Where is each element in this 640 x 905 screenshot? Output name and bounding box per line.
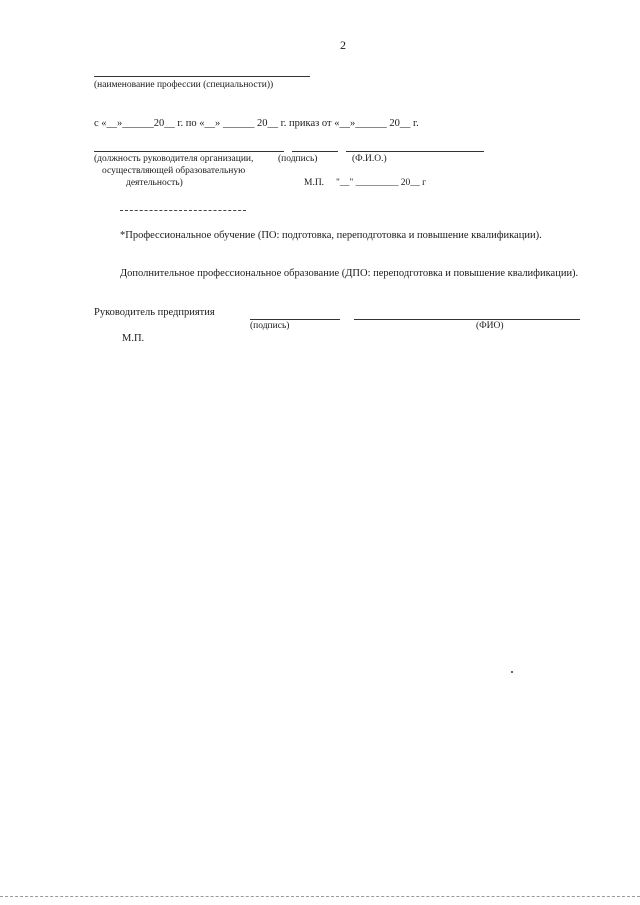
footnote-separator — [120, 210, 246, 211]
director-fio-caption: (ФИО) — [476, 321, 504, 331]
signature-date: "__" _________ 20__ г — [336, 178, 427, 188]
footnote-additional-education: Дополнительное профессиональное образование (ДПО: переподготовка и повышение квалификации). — [120, 268, 579, 279]
position-caption-line2: осуществляющей образовательную — [102, 166, 246, 176]
director-signature-caption: (подпись) — [250, 321, 290, 331]
director-fio-line — [354, 319, 580, 320]
director-stamp: М.П. — [122, 333, 145, 344]
fio-caption: (Ф.И.О.) — [352, 154, 387, 164]
dates-line: с «__»______20__ г. по «__» ______ 20__ г. приказ от «__»______ 20__ г. — [94, 118, 419, 129]
position-caption: (должность руководителя организации, — [94, 154, 254, 164]
position-caption-line3: деятельность) — [126, 178, 183, 188]
footnote-prof-education: *Профессиональное обучение (ПО: подготовка, переподготовка и повышение квалификации). — [120, 230, 542, 241]
profession-caption: (наименование профессии (специальности)) — [94, 80, 274, 90]
page-bottom-edge — [0, 896, 640, 897]
profession-line — [94, 76, 310, 77]
director-signature-line — [250, 319, 340, 320]
signature-line — [292, 151, 338, 152]
director-label: Руководитель предприятия — [94, 307, 215, 318]
page-number: 2 — [340, 38, 346, 52]
fio-line — [346, 151, 484, 152]
stamp-label: М.П. — [304, 178, 325, 188]
scan-dot — [511, 671, 513, 673]
position-line — [94, 151, 284, 152]
signature-caption: (подпись) — [278, 154, 318, 164]
